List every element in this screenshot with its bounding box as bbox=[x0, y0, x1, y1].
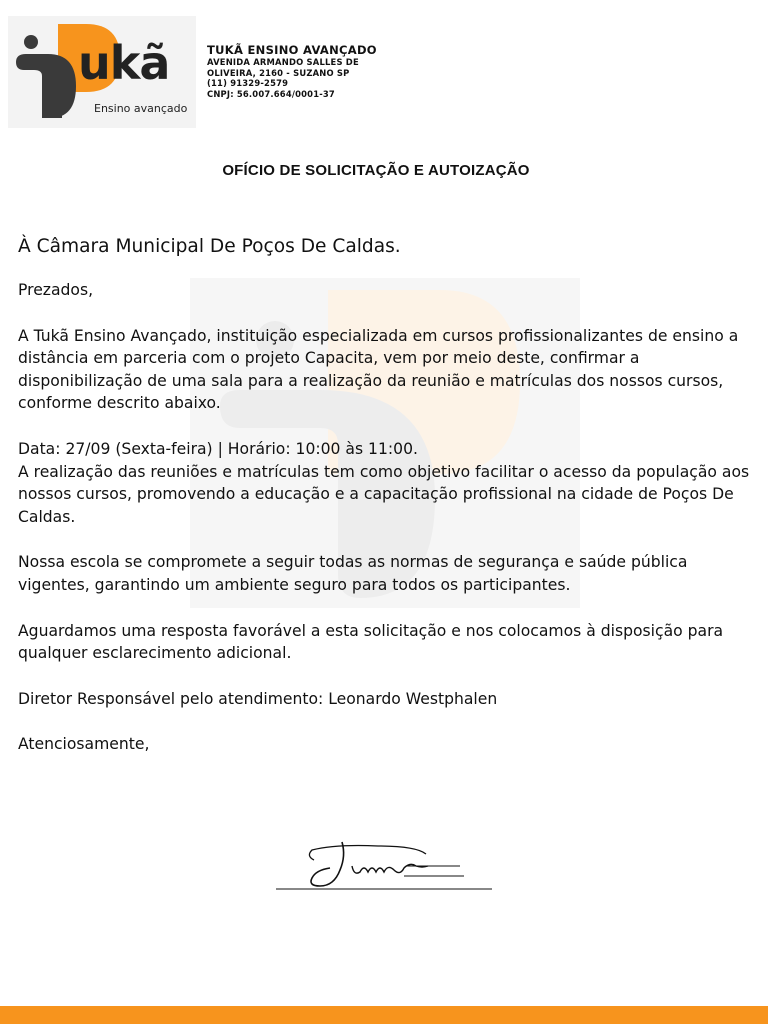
greeting: Prezados, bbox=[18, 281, 94, 299]
handwritten-signature bbox=[276, 836, 492, 894]
document-title: OFÍCIO DE SOLICITAÇÃO E AUTOIZAÇÃO bbox=[222, 162, 530, 179]
paragraph-safety: Nossa escola se compromete a seguir todas as normas de segurança e saúde pública vigentes, garantindo um ambiente seguro para todos os participantes. bbox=[18, 553, 688, 594]
letter-body bbox=[18, 234, 750, 756]
cnpj: CNPJ: 56.007.664/0001-37 bbox=[207, 88, 335, 99]
company-logo bbox=[8, 16, 196, 128]
address-line-2: OLIVEIRA, 2160 - SUZANO SP bbox=[207, 67, 350, 78]
paragraph-intro: A Tukã Ensino Avançado, instituição especializada em cursos profissionalizantes de ensino a distância em parceria com o projeto Capacita, vem por meio deste, confirmar a disponibilização de uma sala para a realização da reunião e matrículas dos nossos cursos, conforme descrito abaixo. bbox=[18, 326, 739, 413]
address-line-1: AVENIDA ARMANDO SALLES DE bbox=[207, 57, 359, 67]
recipient: À Câmara Municipal De Poços De Caldas. bbox=[18, 236, 401, 257]
director-line: Diretor Responsável pelo atendimento: Leonardo Westphalen bbox=[18, 689, 498, 708]
paragraph-request: Aguardamos uma resposta favorável a esta solicitação e nos colocamos à disposição para qualquer esclarecimento adicional. bbox=[18, 621, 724, 663]
closing: Atenciosamente, bbox=[18, 735, 150, 754]
org-name: TUKÃ ENSINO AVANÇADO bbox=[207, 43, 377, 57]
schedule-line: Data: 27/09 (Sexta-feira) | Horário: 10:00 às 11:00. bbox=[18, 439, 418, 458]
organization-info bbox=[207, 43, 377, 99]
footer-bar bbox=[0, 1006, 768, 1024]
paragraph-objective: A realização das reuniões e matrículas tem como objetivo facilitar o acesso da população aos nossos cursos, promovendo a educação e a capacitação profissional na cidade de Poços De Caldas. bbox=[18, 462, 750, 526]
logo-tagline: Ensino avançado bbox=[94, 102, 188, 115]
logo-wordmark: ukã bbox=[78, 36, 170, 90]
phone: (11) 91329-2579 bbox=[207, 78, 289, 88]
